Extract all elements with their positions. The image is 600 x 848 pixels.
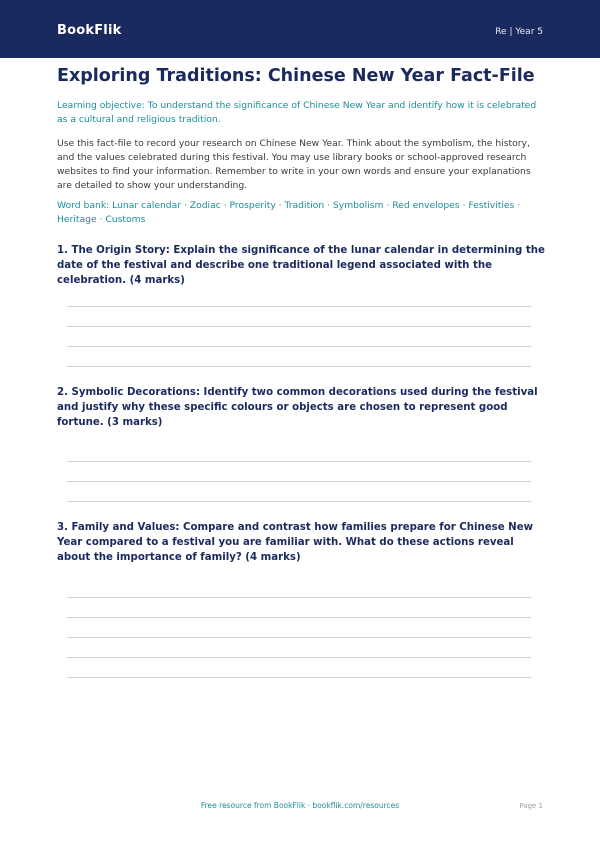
answer-line[interactable] — [67, 617, 531, 618]
question-2: 2. Symbolic Decorations: Identify two common decorations used during the festival and justify why these specific colours or objects are chosen to represent good fortune. (3 marks) — [57, 387, 538, 428]
page-header — [0, 0, 600, 58]
answer-line[interactable] — [67, 677, 531, 678]
answer-line[interactable] — [67, 657, 531, 658]
learning-objective: Learning objective: To understand the significance of Chinese New Year and identify how it is celebrated as a cultural and religious tradition. — [57, 100, 537, 125]
page-title: Exploring Traditions: Chinese New Year Fact-File — [57, 66, 535, 86]
subject-year-label: Re | Year 5 — [495, 27, 543, 37]
answer-line[interactable] — [67, 346, 531, 347]
answer-line[interactable] — [67, 637, 531, 638]
answer-line[interactable] — [67, 501, 531, 502]
question-3: 3. Family and Values: Compare and contrast how families prepare for Chinese New Year compared to a festival you are familiar with. What do these actions reveal about the importance of family? (4 marks) — [57, 522, 534, 563]
answer-line[interactable] — [67, 597, 531, 598]
answer-line[interactable] — [67, 461, 531, 462]
intro-paragraph: Use this fact-file to record your research on Chinese New Year. Think about the symbolism, the history, and the values celebrated during this festival. You may use library books or school-approved research websites to find your information. Remember to write in your own words and ensure your explanations are detailed to show your understanding. — [57, 138, 531, 191]
answer-line[interactable] — [67, 326, 531, 327]
footer-credit: Free resource from BookFlik · bookflik.com/resources — [200, 801, 400, 810]
question-1: 1. The Origin Story: Explain the significance of the lunar calendar in determining the date of the festival and describe one traditional legend associated with the celebration. (4 marks) — [57, 245, 545, 286]
answer-line[interactable] — [67, 306, 531, 307]
brand-logo-text: BookFlik — [57, 23, 122, 38]
word-bank: Word bank: Lunar calendar · Zodiac · Prosperity · Tradition · Symbolism · Red envelopes · Festivities · Heritage · Customs — [57, 200, 521, 225]
page-number: Page 1 — [519, 802, 543, 810]
answer-line[interactable] — [67, 366, 531, 367]
answer-line[interactable] — [67, 481, 531, 482]
